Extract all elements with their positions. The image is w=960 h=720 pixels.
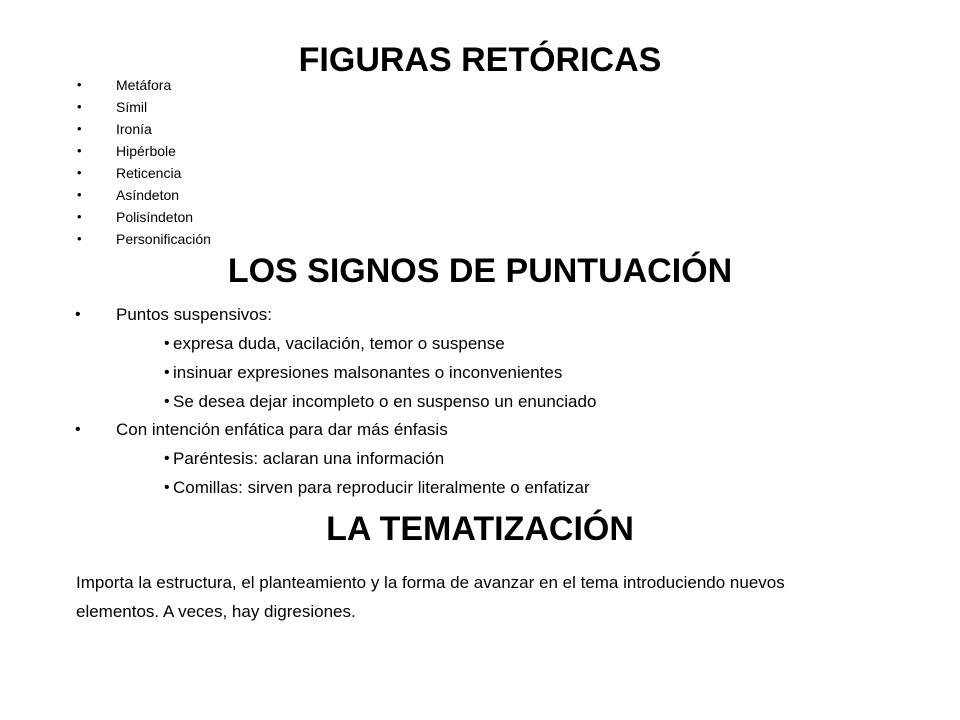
sublist-item: • Paréntesis: aclaran una información (164, 444, 596, 473)
list-item: • Polisíndeton (116, 206, 211, 228)
list-item: • Asíndeton (116, 184, 211, 206)
sublist-item: • Comillas: sirven para reproducir literalmente o enfatizar (164, 473, 596, 502)
puntuacion-group (116, 301, 596, 416)
puntuacion-group (116, 416, 596, 502)
sublist-item: • insinuar expresiones malsonantes o inconvenientes (164, 358, 596, 387)
puntuacion-list (116, 301, 596, 502)
list-item: • Ironía (116, 118, 211, 140)
title-figuras-retoricas: FIGURAS RETÓRICAS (298, 41, 662, 79)
list-item: • Hipérbole (116, 140, 211, 162)
tematizacion-paragraph: Importa la estructura, el planteamiento y la forma de avanzar en el tema introduciendo nuevos elementos. A veces, hay digresiones. (76, 573, 785, 621)
title-tematizacion: LA TEMATIZACIÓN (326, 510, 634, 548)
list-item: • Personificación (116, 228, 211, 250)
sublist-item: • expresa duda, vacilación, temor o suspense (164, 329, 596, 358)
list-item: • Símil (116, 96, 211, 118)
puntuacion-group-label: • Con intención enfática para dar más énfasis (116, 420, 448, 439)
list-item: • Reticencia (116, 162, 211, 184)
list-item: • Metáfora (116, 74, 211, 96)
puntuacion-group-label: • Puntos suspensivos: (116, 305, 272, 324)
figuras-list (116, 74, 211, 250)
puntuacion-sublist (116, 329, 596, 416)
title-signos-puntuacion: LOS SIGNOS DE PUNTUACIÓN (227, 252, 733, 290)
sublist-item: • Se desea dejar incompleto o en suspenso un enunciado (164, 387, 596, 416)
puntuacion-sublist (116, 444, 596, 502)
